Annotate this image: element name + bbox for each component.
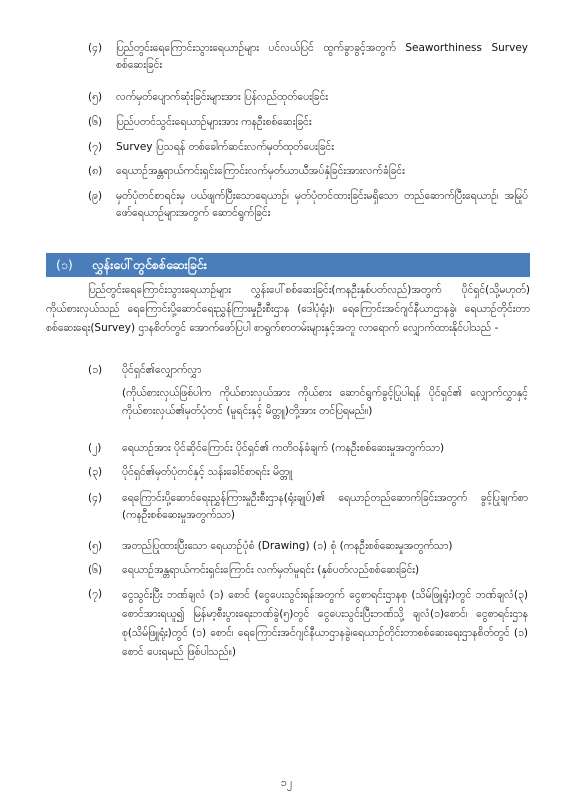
section-number: (၁) bbox=[56, 257, 73, 272]
requirement-number: (၇) bbox=[88, 588, 103, 600]
requirement-number: (၃) bbox=[88, 466, 103, 478]
list-item-number: (၆) bbox=[88, 116, 103, 128]
list-item-number: (၈) bbox=[88, 165, 103, 177]
list-item-text: ပြည်တွင်းရေကြောင်းသွားရေယာဉ်များ ပင်လယ်ပြင် ထွက်ခွာခွင့်အတွက် Seaworthiness Survey စစ်ဆေးခြင်း bbox=[116, 42, 528, 71]
requirement-number: (၂) bbox=[88, 442, 102, 454]
requirement-text: ငွေသွင်းပြီး ဘဏ်ချလံ (၁) စောင် (ငွေပေးသွင်းရန်အတွက် ငွေစာရင်းဌာနစု (သိမ်ဖြူရုံး)တွင် ဘဏ်ချလံ(၃) စောင်အားရယူ၍ မြန်မာ့စီးပွားရေးဘဏ်ခွဲ(၅)တွင် ငွေပေးသွင်းပြီးဘဏ်သို့ ချလံ(၁)စောင်၊ ငွေစာရင်းဌာနစု(သိမ်ဖြူရုံး)တွင် (၁) စောင်၊ ရေကြောင်းအင်ဂျင်နီယာဌာနခွဲ၊ရေယာဉ်တိုင်းတာစစ်ဆေးရေးဌာနစိတ်တွင် (၁) စောင် ပေးရမည် ဖြစ်ပါသည်။) bbox=[122, 589, 528, 658]
requirement-text: ရေယာဉ်အား ပိုင်ဆိုင်ကြောင်း ပိုင်ရှင်၏ ကတိဝန်ခံချက် (ကနဦးစစ်ဆေးမှုအတွက်သာ) bbox=[122, 442, 445, 454]
requirement-number: (၆) bbox=[88, 564, 103, 576]
requirement-text: ပိုင်ရှင်၏လျှောက်လွှာ bbox=[122, 364, 202, 376]
list-item-number: (၄) bbox=[88, 42, 103, 54]
requirement-note: (ကိုယ်စားလှယ်ဖြစ်ပါက ကိုယ်စားလှယ်အား ကိုယ်စား ဆောင်ရွက်ခွင့်ပြုပါရန် ပိုင်ရှင်၏ လျှောက်လွှာနှင့် ကိုယ်စားလှယ်၏မှတ်ပုံတင် (မူရင်းနှင့် မိတ္တူ)တို့အား တင်ပြရမည်။) bbox=[122, 387, 528, 417]
section-heading bbox=[46, 253, 530, 277]
requirement-number: (၁) bbox=[88, 364, 103, 376]
section-intro: ပြည်တွင်းရေကြောင်းသွားရေယာဉ်များ လွှန်းပေါ်စစ်ဆေးခြင်း(ကနဦးနှစ်ပတ်လည်)အတွက် ပိုင်ရှင်(သို့မဟုတ်) ကိုယ်စားလှယ်သည် ရေကြောင်းပို့ဆောင်ရေးညွှန်ကြားမှုဦးစီးဌာန (ဒေါပုံရုံး)၊ ရေကြောင်းအင်ဂျင်နီယာဌာနခွဲ၊ ရေယာဉ်တိုင်းတာစစ်ဆေးရေး(Survey) ဌာနစိတ်တွင် အောက်ဖော်ပြပါ စာရွက်စာတမ်းများနှင့်အတူ လာရောက် လျှောက်ထားနိုင်ပါသည် - bbox=[46, 284, 530, 334]
list-item-number: (၅) bbox=[88, 91, 103, 103]
requirement-number: (၄) bbox=[88, 492, 103, 504]
requirement-number: (၅) bbox=[88, 540, 103, 552]
list-item-text: ပြည်ပတင်သွင်းရေယာဉ်များအား ကနဦးစစ်ဆေးခြင်း bbox=[116, 116, 312, 128]
list-item-text: ရေယာဉ်အန္တရာယ်ကင်းရှင်းကြောင်းလက်မှတ်ယာယီအပ်နှံခြင်းအားလက်ခံခြင်း bbox=[116, 165, 405, 177]
requirement-text: ရေယာဉ်အန္တရာယ်ကင်းရှင်းကြောင်း လက်မှတ်မူရင်း (နှစ်ပတ်လည်စစ်ဆေးခြင်း) bbox=[122, 564, 420, 576]
requirement-text: အတည်ပြုထားပြီးသော ရေယာဉ်ပုံစံ (Drawing) (၁) စုံ (ကနဦးစစ်ဆေးမှုအတွက်သာ) bbox=[122, 540, 453, 552]
requirement-text: ပိုင်ရှင်၏မှတ်ပုံတင်နှင့် သန်းခေါင်စာရင်း မိတ္တူ bbox=[122, 466, 293, 478]
list-item-number: (၇) bbox=[88, 141, 103, 153]
list-item-text: မှတ်ပုံတင်စာရင်းမှ ပယ်ဖျက်ပြီးသောရေယာဉ်၊ မှတ်ပုံတင်ထားခြင်းမရှိသော တည်ဆောက်ပြီးရေယာဉ်၊ အမြုပ်ဖော်ရေယာဉ်များအတွက် ဆောင်ရွက်ခြင်း bbox=[116, 190, 528, 219]
page-number: ၁၂ bbox=[280, 776, 293, 789]
list-item-text: လက်မှတ်ပျောက်ဆုံးခြင်းများအား ပြန်လည်ထုတ်ပေးခြင်း bbox=[116, 91, 328, 103]
list-item-number: (၉) bbox=[88, 190, 103, 202]
requirement-text: ရေကြောင်းပို့ဆောင်ရေးညွှန်ကြားမှုဦးစီးဌာန(ရုံးချုပ်)၏ ရေယာဉ်တည်ဆောက်ခြင်းအတွက် ခွင့်ပြုချက်စာ (ကနဦးစစ်ဆေးမှုအတွက်သာ) bbox=[122, 492, 528, 521]
list-item-text: Survey ပြသရန် တစ်ခေါက်ဆင်းလက်မှတ်ထုတ်ပေးခြင်း bbox=[116, 141, 334, 153]
section-title: လွှန်းပေါ်တွင်စစ်ဆေးခြင်း bbox=[92, 257, 207, 272]
